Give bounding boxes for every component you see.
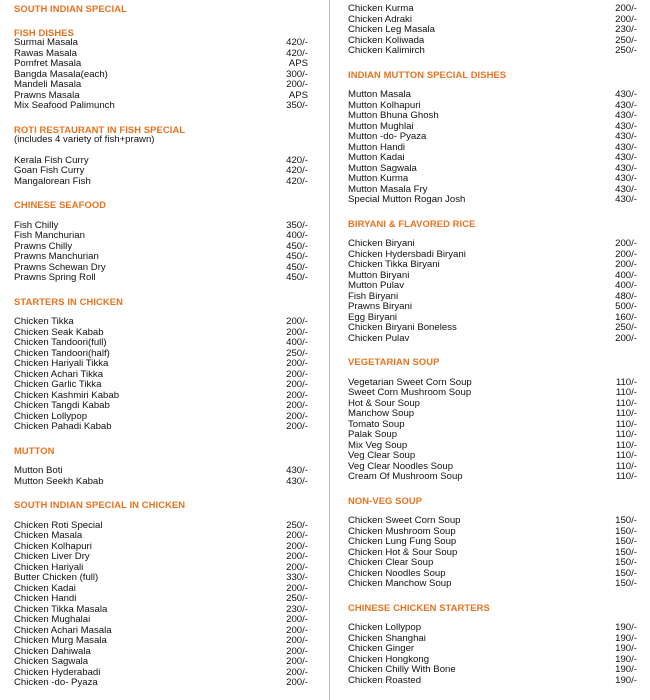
menu-item-price: 200/- — [286, 410, 308, 422]
menu-item-name: Veg Clear Noodles Soup — [348, 460, 454, 472]
menu-item-name: Mutton Masala Fry — [348, 183, 428, 195]
menu-item-price: 110/- — [615, 387, 637, 398]
menu-item — [14, 657, 308, 668]
section-title-south-indian-special: SOUTH INDIAN SPECIAL — [14, 3, 127, 14]
menu-item — [348, 46, 637, 57]
menu-item-price: 200/- — [286, 316, 308, 327]
menu-item-name: Chicken Lollypop — [348, 622, 422, 633]
menu-item-price: 190/- — [615, 622, 637, 633]
menu-item-name: Chicken Hongkong — [348, 653, 430, 665]
menu-item-name: Butter Chicken (full) — [14, 572, 99, 583]
menu-item-name: Chicken Tangdi Kabab — [14, 400, 110, 411]
menu-item-name: Chicken Mushroom Soup — [348, 525, 456, 537]
menu-item-price: 110/- — [615, 397, 637, 409]
menu-item-price: 330/- — [286, 572, 308, 583]
menu-item — [348, 153, 637, 164]
menu-item-name: Mutton Boti — [14, 465, 63, 476]
menu-item-price: 200/- — [286, 79, 308, 90]
menu-item — [348, 25, 637, 36]
menu-item-name: Chicken Kashmiri Kabab — [14, 389, 120, 401]
menu-item — [14, 466, 308, 477]
menu-list — [14, 38, 308, 112]
menu-item-price: 450/- — [286, 240, 308, 252]
menu-list — [14, 221, 308, 284]
menu-item-price: 430/- — [615, 120, 637, 132]
menu-item-name: Egg Biryani — [348, 311, 398, 323]
menu-item-price: 200/- — [286, 624, 308, 636]
menu-item — [14, 552, 308, 563]
menu-item-price: 150/- — [615, 567, 637, 579]
menu-item-name: Mangalorean Fish — [14, 175, 91, 187]
menu-item-name: Mutton Seekh Kabab — [14, 475, 104, 487]
menu-item-name: Chicken Hot & Sour Soup — [348, 546, 458, 558]
menu-item — [14, 317, 308, 328]
menu-item-name: Chicken Ginger — [348, 643, 415, 654]
menu-item — [14, 38, 308, 49]
menu-item — [348, 558, 637, 569]
menu-item — [14, 615, 308, 626]
menu-item-price: 110/- — [615, 429, 637, 440]
menu-item-price: 230/- — [286, 603, 308, 615]
menu-item-name: Vegetarian Sweet Corn Soup — [348, 376, 472, 388]
menu-item — [348, 239, 637, 250]
menu-item — [14, 59, 308, 70]
menu-item — [14, 80, 308, 91]
menu-list — [14, 466, 308, 487]
menu-item — [14, 273, 308, 284]
menu-item-price: 430/- — [615, 162, 637, 174]
menu-item-price: 200/- — [286, 551, 308, 562]
menu-item-name: Prawns Schewan Dry — [14, 261, 106, 273]
menu-item-price: 400/- — [615, 269, 637, 281]
menu-item-name: Chicken Tikka Masala — [14, 603, 108, 615]
menu-list — [348, 239, 637, 344]
section-title-nonveg-soup: NON-VEG SOUP — [348, 494, 423, 506]
menu-item-name: Prawns Spring Roll — [14, 272, 96, 283]
menu-item-name: Fish Chilly — [14, 219, 59, 231]
menu-list — [14, 521, 308, 689]
menu-item-price: 200/- — [286, 368, 308, 380]
menu-item-name: Mutton Kadai — [348, 152, 405, 163]
menu-item — [348, 430, 637, 441]
section-title-veg-soup: VEGETARIAN SOUP — [348, 356, 440, 367]
column-divider — [329, 0, 330, 700]
menu-item-price: 420/- — [286, 47, 308, 59]
menu-item-name: Mix Veg Soup — [348, 439, 408, 451]
menu-item — [14, 252, 308, 263]
menu-item-name: Chicken Garlic Tikka — [14, 379, 102, 390]
menu-item — [14, 359, 308, 370]
menu-item-price: 250/- — [286, 593, 308, 604]
menu-item-price: 190/- — [615, 653, 637, 665]
menu-item — [348, 665, 637, 676]
menu-item-price: 150/- — [615, 515, 637, 526]
menu-item-name: Chicken Biryani — [348, 238, 415, 249]
menu-item-price: 190/- — [615, 643, 637, 654]
menu-item-name: Chicken Clear Soup — [348, 557, 434, 568]
menu-item-price: 430/- — [286, 465, 308, 476]
menu-item-price: 200/- — [286, 582, 308, 594]
menu-item — [348, 644, 637, 655]
menu-item-name: Mutton Kolhapuri — [348, 99, 421, 111]
menu-item-price: 400/- — [615, 280, 637, 291]
menu-item — [348, 174, 637, 185]
menu-item-price: 150/- — [615, 578, 637, 589]
menu-item — [14, 678, 308, 689]
menu-item-price: 200/- — [615, 238, 637, 249]
menu-item-price: 430/- — [615, 89, 637, 100]
menu-item-price: 110/- — [615, 418, 637, 430]
menu-item — [14, 231, 308, 242]
menu-item-price: 200/- — [286, 540, 308, 552]
section-title-south-indian-chicken: SOUTH INDIAN SPECIAL IN CHICKEN — [14, 499, 186, 510]
menu-item-price: 200/- — [286, 400, 308, 411]
menu-item-price: 190/- — [615, 674, 637, 686]
menu-item — [348, 676, 637, 687]
menu-item-price: 110/- — [615, 376, 637, 388]
menu-item-price: APS — [288, 58, 308, 69]
menu-item-price: 200/- — [286, 326, 308, 338]
menu-item — [348, 472, 637, 483]
menu-item-name: Goan Fish Curry — [14, 165, 85, 176]
menu-item-price: 430/- — [615, 131, 637, 142]
menu-item-name: Chicken Kurma — [348, 3, 414, 14]
menu-item-price: 200/- — [286, 635, 308, 646]
menu-item — [348, 409, 637, 420]
menu-item-price: 420/- — [286, 165, 308, 176]
menu-item — [348, 516, 637, 527]
menu-item-price: 200/- — [286, 379, 308, 390]
menu-item-price: 430/- — [615, 110, 637, 121]
menu-item-name: Sweet Corn Mushroom Soup — [348, 387, 472, 398]
menu-item-name: Mutton Kurma — [348, 173, 409, 184]
menu-item-price: 200/- — [286, 389, 308, 401]
menu-item-price: 200/- — [615, 332, 637, 344]
menu-item-name: Hot & Sour Soup — [348, 397, 420, 409]
menu-item-name: Tomato Soup — [348, 418, 405, 430]
menu-item-name: Chicken Murg Masala — [14, 635, 107, 646]
menu-right-column — [348, 4, 637, 686]
menu-item-price: 150/- — [615, 525, 637, 537]
menu-item-price: 150/- — [615, 557, 637, 568]
menu-item-name: Chicken Sweet Corn Soup — [348, 515, 461, 526]
menu-item-price: 110/- — [615, 450, 637, 461]
menu-item — [14, 573, 308, 584]
menu-item-price: 110/- — [615, 460, 637, 472]
menu-item-name: Mutton Mughlai — [348, 120, 414, 132]
menu-item-name: Chicken Kalimirch — [348, 45, 425, 56]
menu-item — [14, 177, 308, 188]
menu-item-price: 200/- — [286, 614, 308, 625]
menu-item-price: 430/- — [286, 475, 308, 487]
menu-item-name: Fish Manchurian — [14, 230, 85, 241]
menu-list — [14, 156, 308, 188]
menu-item-price: 200/- — [286, 666, 308, 678]
menu-item-name: Chicken -do- Pyaza — [14, 677, 98, 688]
menu-item — [14, 594, 308, 605]
menu-item-name: Fish Biryani — [348, 290, 399, 302]
menu-item-name: Chicken Mughalai — [14, 614, 91, 625]
menu-item-price: 350/- — [286, 219, 308, 231]
menu-item-price: 430/- — [615, 141, 637, 153]
menu-item-name: Chicken Tikka — [14, 316, 74, 327]
menu-item-name: Mutton -do- Pyaza — [348, 131, 427, 142]
menu-item-name: Chicken Leg Masala — [348, 24, 435, 35]
menu-item-price: 200/- — [286, 677, 308, 688]
menu-item — [348, 260, 637, 271]
menu-item-price: 200/- — [615, 13, 637, 25]
menu-item — [348, 281, 637, 292]
menu-item-price: 450/- — [286, 251, 308, 262]
menu-item-name: Prawns Biryani — [348, 301, 412, 312]
section-title-chinese-chicken: CHINESE CHICKEN STARTERS — [348, 601, 490, 613]
menu-item-price: 430/- — [615, 194, 637, 205]
menu-item-price: 400/- — [286, 230, 308, 241]
menu-item-name: Kerala Fish Curry — [14, 154, 89, 166]
menu-item-name: Chicken Dahiwala — [14, 645, 91, 657]
menu-list — [348, 4, 637, 57]
menu-item-name: Chicken Pahadi Kabab — [14, 421, 112, 432]
menu-item-name: Chicken Hyderabadi — [14, 666, 101, 678]
menu-item-name: Chicken Noodles Soup — [348, 567, 446, 579]
section-title-roti-fish-special: ROTI RESTAURANT IN FISH SPECIAL — [14, 123, 186, 135]
section-title-fish-dishes: FISH DISHES — [14, 26, 74, 38]
menu-item-name: Mandeli Masala — [14, 79, 82, 90]
menu-left-column — [14, 4, 308, 689]
menu-item-name: Chicken Roasted — [348, 674, 422, 686]
menu-item-name: Chicken Achari Tikka — [14, 368, 104, 380]
menu-item-name: Mix Seafood Palimunch — [14, 100, 115, 111]
menu-item-name: Palak Soup — [348, 429, 398, 440]
menu-item-name: Chicken Tikka Biryani — [348, 259, 440, 270]
menu-item — [348, 4, 637, 15]
menu-item-price: 430/- — [615, 173, 637, 184]
menu-item-name: Prawns Masala — [14, 89, 80, 101]
menu-item — [14, 338, 308, 349]
menu-item-price: 420/- — [286, 175, 308, 187]
menu-item-price: 450/- — [286, 261, 308, 273]
menu-item — [348, 132, 637, 143]
menu-item-price: 150/- — [615, 536, 637, 547]
menu-item-name: Prawns Chilly — [14, 240, 73, 252]
menu-item-price: 430/- — [615, 183, 637, 195]
menu-item-name: Chicken Lung Fung Soup — [348, 536, 457, 547]
menu-list — [348, 378, 637, 483]
menu-item — [14, 166, 308, 177]
menu-item-price: 400/- — [286, 337, 308, 348]
menu-item-name: Bangda Masala(each) — [14, 68, 108, 80]
menu-item-price: 110/- — [615, 408, 637, 419]
menu-item-price: 190/- — [615, 632, 637, 644]
menu-item — [348, 623, 637, 634]
menu-item — [14, 422, 308, 433]
section-title-chinese-seafood: CHINESE SEAFOOD — [14, 199, 107, 210]
menu-item-name: Cream Of Mushroom Soup — [348, 471, 463, 482]
menu-item-price: 500/- — [615, 301, 637, 312]
menu-item-price: 200/- — [286, 530, 308, 541]
menu-item-price: 200/- — [615, 248, 637, 260]
menu-item-price: 160/- — [615, 311, 637, 323]
menu-item-price: 430/- — [615, 152, 637, 163]
menu-item-name: Mutton Masala — [348, 89, 411, 100]
menu-item-name: Chicken Hydersbadi Biryani — [348, 248, 466, 260]
menu-item-price: 420/- — [286, 37, 308, 48]
menu-list — [348, 623, 637, 686]
section-note: (includes 4 variety of fish+prawn) — [14, 134, 155, 145]
section-title-biryani: BIRYANI & FLAVORED RICE — [348, 217, 476, 229]
menu-item-name: Chicken Hariyali Tikka — [14, 358, 109, 369]
menu-item-name: Chicken Tandoori(full) — [14, 337, 107, 348]
menu-item-name: Chicken Kadai — [14, 582, 76, 594]
menu-item-price: 450/- — [286, 272, 308, 283]
menu-item-name: Chicken Kolhapuri — [14, 540, 92, 552]
menu-item — [348, 90, 637, 101]
menu-item-name: Rawas Masala — [14, 47, 77, 59]
menu-item — [348, 388, 637, 399]
menu-item — [348, 323, 637, 334]
menu-item-price: 110/- — [615, 439, 637, 451]
menu-item-price: 110/- — [615, 471, 637, 482]
section-title-mutton-special: INDIAN MUTTON SPECIAL DISHES — [348, 68, 507, 80]
menu-item-name: Surmai Masala — [14, 37, 78, 48]
menu-item-name: Chicken Shanghai — [348, 632, 426, 644]
menu-item-price: 200/- — [286, 358, 308, 369]
menu-item-name: Chicken Hariyali — [14, 561, 84, 573]
menu-item-name: Chicken Handi — [14, 593, 77, 604]
menu-item-price: 250/- — [615, 322, 637, 333]
menu-item-price: 420/- — [286, 154, 308, 166]
menu-item-price: 190/- — [615, 664, 637, 675]
menu-item — [348, 537, 637, 548]
menu-item-price: 250/- — [286, 347, 308, 359]
menu-item-name: Mutton Biryani — [348, 269, 410, 281]
menu-item-price: 250/- — [615, 45, 637, 56]
menu-item-price: 200/- — [286, 656, 308, 667]
menu-item — [348, 334, 637, 345]
section-title-mutton: MUTTON — [14, 444, 55, 456]
menu-list — [348, 516, 637, 590]
menu-item-price: 230/- — [615, 24, 637, 35]
menu-item-name: Chicken Sagwala — [14, 656, 89, 667]
menu-item-name: Chicken Biryani Boneless — [348, 322, 457, 333]
menu-item-name: Chicken Roti Special — [14, 519, 103, 531]
menu-item-price: 200/- — [286, 645, 308, 657]
menu-item — [348, 579, 637, 590]
menu-item-name: Chicken Lollypop — [14, 410, 88, 422]
menu-item-name: Chicken Liver Dry — [14, 551, 90, 562]
menu-item-name: Pomfret Masala — [14, 58, 82, 69]
menu-item — [14, 636, 308, 647]
menu-item-price: 200/- — [286, 561, 308, 573]
menu-item-name: Veg Clear Soup — [348, 450, 416, 461]
menu-item-price: 200/- — [615, 3, 637, 14]
section-title-starters-chicken: STARTERS IN CHICKEN — [14, 295, 124, 307]
menu-item-price: 480/- — [615, 290, 637, 302]
menu-item-price: 250/- — [286, 519, 308, 531]
menu-item-name: Chicken Koliwada — [348, 34, 425, 46]
menu-item-name: Chicken Adraki — [348, 13, 412, 25]
menu-item-price: 200/- — [615, 259, 637, 270]
menu-item-name: Special Mutton Rogan Josh — [348, 194, 466, 205]
menu-item — [14, 101, 308, 112]
menu-item-name: Mutton Sagwala — [348, 162, 417, 174]
menu-list — [14, 317, 308, 433]
menu-item — [348, 195, 637, 206]
menu-item-price: APS — [288, 89, 308, 101]
menu-item — [348, 111, 637, 122]
menu-item — [348, 451, 637, 462]
menu-item-name: Chicken Seak Kabab — [14, 326, 104, 338]
menu-item-name: Mutton Bhuna Ghosh — [348, 110, 439, 121]
menu-item-name: Chicken Achari Masala — [14, 624, 112, 636]
menu-item-name: Chicken Masala — [14, 530, 83, 541]
menu-item — [14, 380, 308, 391]
menu-item-name: Chicken Pulav — [348, 332, 410, 344]
menu-item-name: Chicken Manchow Soup — [348, 578, 452, 589]
menu-item — [14, 477, 308, 488]
menu-item — [348, 302, 637, 313]
menu-item-price: 250/- — [615, 34, 637, 46]
menu-item-price: 350/- — [286, 100, 308, 111]
menu-item-price: 200/- — [286, 421, 308, 432]
menu-item-name: Prawns Manchurian — [14, 251, 99, 262]
menu-item-name: Mutton Pulav — [348, 280, 404, 291]
menu-item-price: 150/- — [615, 546, 637, 558]
menu-item-price: 300/- — [286, 68, 308, 80]
menu-list — [348, 90, 637, 206]
menu-item-name: Chicken Chilly With Bone — [348, 664, 456, 675]
menu-item — [14, 531, 308, 542]
menu-item-name: Manchow Soup — [348, 408, 415, 419]
menu-item-name: Mutton Handi — [348, 141, 406, 153]
menu-item-price: 430/- — [615, 99, 637, 111]
menu-item — [14, 401, 308, 412]
menu-item-name: Chicken Tandoori(half) — [14, 347, 110, 359]
